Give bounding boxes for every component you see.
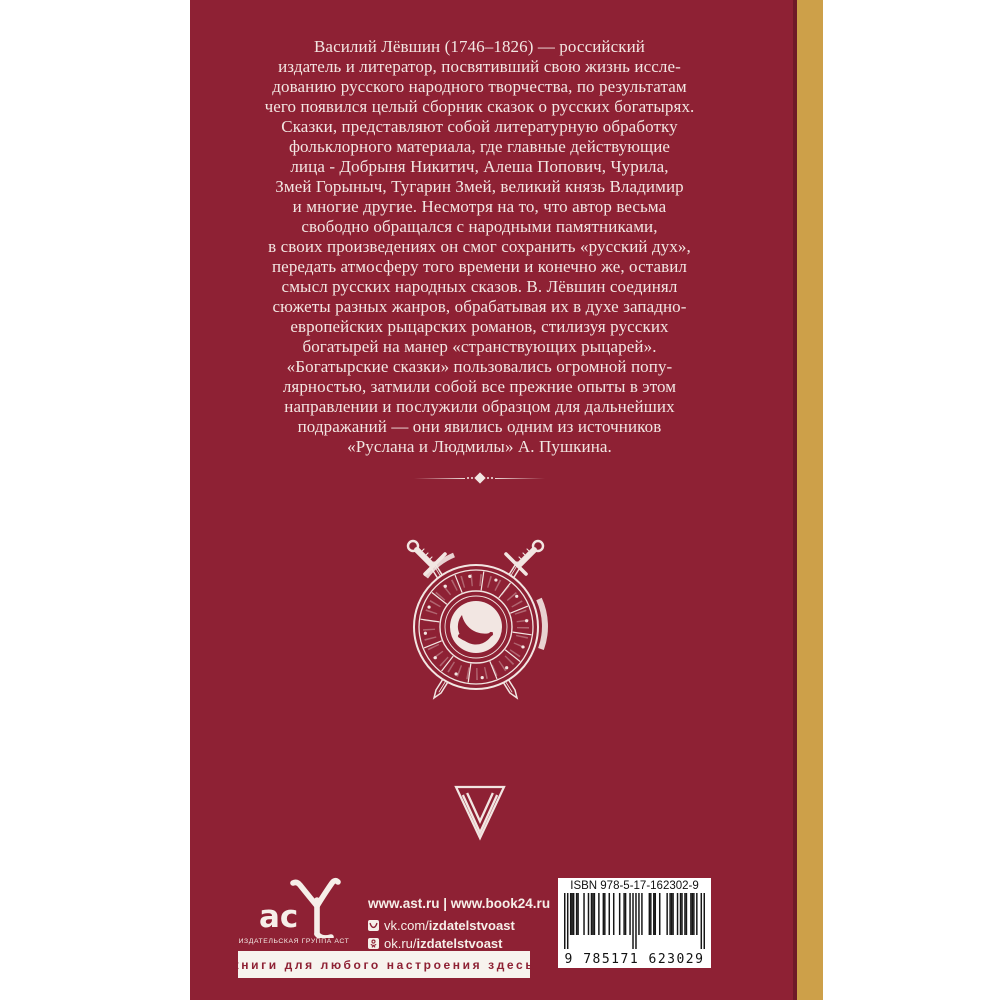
annotation-line: европейских рыцарских романов, стилизуя русских <box>290 317 669 336</box>
isbn-label: ISBN 978-5-17-162302-9 <box>570 880 699 892</box>
shield-crossed-swords-icon <box>398 533 553 715</box>
annotation-line: лица - Добрыня Никитич, Алеша Попович, Чурила, <box>290 157 669 176</box>
annotation-line: направлении и послужили образцом для дальнейших <box>284 397 675 416</box>
annotation-line: Змей Горыныч, Тугарин Змей, великий князь Владимир <box>275 177 684 196</box>
publisher-websites: www.ast.ru | www.book24.ru <box>368 896 551 911</box>
annotation-line: сюжеты разных жанров, обрабатывая их в духе западно- <box>272 297 687 316</box>
book-back-cover <box>190 0 795 1000</box>
annotation-line: передать атмосферу того времени и конечно же, оставил <box>271 257 688 276</box>
ok-link: ok.ru/izdatelstvoast <box>368 936 608 951</box>
annotation-line: лярностью, затмили собой все прежние опыты в этом <box>282 377 677 396</box>
annotation-text <box>190 37 769 457</box>
annotation-line: «Руслана и Людмилы» А. Пушкина. <box>347 437 612 456</box>
annotation-line: в своих произведениях он смог сохранить «русский дух», <box>268 237 691 256</box>
ast-logo-letters: ас <box>259 899 299 935</box>
vk-icon <box>368 920 379 931</box>
annotation-line: «Богатырские сказки» пользовались огромной попу- <box>286 357 673 376</box>
diamond-divider-icon <box>414 471 545 485</box>
barcode-digits: 9 785171 623029 <box>564 952 705 967</box>
annotation-line: Сказки, представляют собой литературную обработку <box>281 117 678 136</box>
annotation-line: фольклорного материала, где главные действующие <box>288 137 671 156</box>
annotation-line: смысл русских народных сказов. В. Лёвшин соединял <box>281 277 678 296</box>
book-spine-edge <box>797 0 823 1000</box>
annotation-line: и многие другие. Несмотря на то, что автор весьма <box>292 197 667 216</box>
annotation-line: чего появился целый сборник сказок о русских богатырях. <box>264 97 695 116</box>
slogan-banner <box>232 951 536 978</box>
annotation-line: подражаний — они явились одним из источников <box>297 417 662 436</box>
ok-icon <box>368 938 379 949</box>
v-imprint-logo <box>453 784 507 841</box>
ast-publisher-logo <box>245 872 350 938</box>
barcode-bars <box>564 893 705 951</box>
barcode <box>558 878 711 968</box>
annotation-line: богатырей на манер «странствующих рыцарей». <box>302 337 657 356</box>
publisher-group-caption: ИЗДАТЕЛЬСКАЯ ГРУППА АСТ <box>238 938 350 945</box>
annotation-line: свободно обращался с народными памятниками, <box>301 217 658 236</box>
annotation-line: Василий Лёвшин (1746–1826) — российский <box>313 37 646 56</box>
slogan-text: книги для любого настроения здесь <box>232 957 536 972</box>
vk-link: vk.com/izdatelstvoast <box>368 918 608 933</box>
annotation-line: дованию русского народного творчества, по результатам <box>272 77 687 96</box>
annotation-line: издатель и литератор, посвятивший свою жизнь иссле- <box>278 57 681 76</box>
